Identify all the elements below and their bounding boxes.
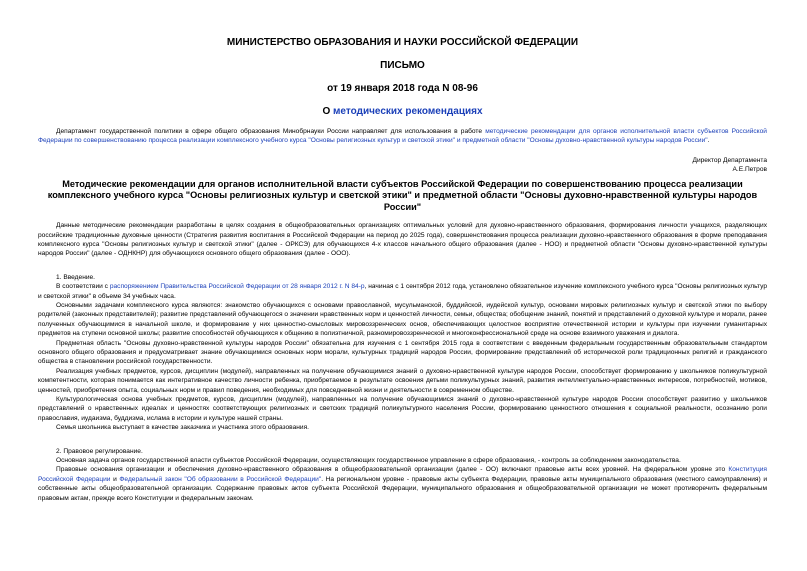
section-1-paragraph: Семья школьника выступает в качестве заказчика и участника этого образования. xyxy=(56,424,309,432)
section-1-paragraph: Реализация учебных предметов, курсов, дисциплин (модулей), направленных на получение обучающимися знаний о духовно-нравственной культуре народов России, способствует формированию у школьников поликультурной компетентности, которая понимается как интегративное качество личности ребенка, приобретаемое в результате освоения детьми поликультурных знаний, развития интеллектуально-нравственных интересов, потребностей, мотивов, ценностей, приобретения опыта, социальных норм и правил поведения, необходимых для повседневной жизни и деятельности в современном обществе. xyxy=(38,367,767,394)
s2p2-text-end: . На региональном уровне - правовые акты субъекта Федерации, правовые акты муниципального образования (местного самоуправления) и собственные акты общеобразовательной организации. Содержание правовых актов субъекта Российской Федерации, муниципального образования и общеобразовательной организации не может противоречить федеральным правовым актам, прежде всего Конституции и федеральным законам. xyxy=(38,475,767,502)
general-paragraph: Данные методические рекомендации разработаны в целях создания в общеобразовательных организациях оптимальных условий для духовно-нравственного образования, формирования личности учащихся, разделяющих российские традиционные духовные ценности (Стратегия развития воспитания в Российской Федерации на период до 2025 года), совершенствования процесса реализации духовно-нравственного образования в форме преподавания комплексного курса "Основы религиозных культур и светской этики" (далее - ОРКСЭ) для обучающихся 4-х классов начального общего образования (далее - НОО) и предметной области "Основы духовно-нравственной культуры народов России" (далее - ОДНКНР) для обучающихся основного общего образования (далее - ООО). xyxy=(38,222,767,258)
section-1-heading: 1. Введение. xyxy=(56,273,96,281)
section-2-heading: 2. Правовое регулирование. xyxy=(56,447,143,455)
s1p1-text-end: , начиная с 1 сентября 2012 года, установлено обязательное изучение комплексного учебного курса "Основы религиозных культур и светской этики" в объеме 34 учебных часа. xyxy=(38,283,768,300)
section-1-paragraph: Предметная область "Основы духовно-нравственной культуры народов России" обязательна для изучения с 1 сентября 2015 года в соответствии с введенным федеральным государственным образовательным стандартом основного общего образования и предусматривает знание обучающимися основных норм морали, культурных традиций народов России, формирование представлений об исторической роли традиционных религий и гражданского общества в становлении российской государственности. xyxy=(38,339,767,366)
s2p2-text: Правовые основания организации и обеспечения духовно-нравственного образования в общеобразовательной организации (далее - ОО) включают правовые акты всех уровней. На федеральном уровне это xyxy=(56,466,729,474)
subject-prefix: О xyxy=(322,106,334,117)
section-1-paragraph xyxy=(38,282,767,301)
intro-text: Департамент государственной политики в сфере общего образования Минобрнауки России направляет для использования в работе xyxy=(56,128,486,135)
government-order-link[interactable]: распоряжением Правительства Российской Федерации от 28 января 2012 г. N 84-р xyxy=(109,283,365,291)
signature-name: А.Е.Петров xyxy=(732,166,767,174)
recommendations-link[interactable]: методические рекомендации для органов исполнительной власти субъектов Российской Федерации по совершенствованию процесса реализации комплексного учебного курса "Основы религиозных культур и светской этики" и предметной области "Основы духовно-нравственной культуры народов России" xyxy=(38,128,767,145)
section-2-paragraph xyxy=(38,465,767,503)
document-date-number: от 19 января 2018 года N 08-96 xyxy=(327,83,478,94)
intro-paragraph xyxy=(38,127,767,146)
section-1-paragraph: Основными задачами комплексного курса являются: знакомство обучающихся с основами православной, мусульманской, буддийской, иудейской культур, основами мировых религиозных культур и светской этики по выбору родителей (законных представителей); развитие представлений обучающегося о значении нравственных норм и ценностей личности, семьи, общества; обобщение знаний, понятий и представлений о духовной культуре и морали, ранее полученных обучающимися в начальной школе, и формирование у них ценностно-смысловых мировоззренческих основ, обеспечивающих целостное восприятие отечественной истории и культуры при изучении гуманитарных предметов на ступени основной школы; развитие способностей обучающихся к общению в полиэтничной, разномировоззренческой и многоконфессиональной среде на основе взаимного уважения и диалога. xyxy=(38,301,767,338)
constitution-link[interactable]: Конституция Российской Федерации xyxy=(38,466,767,483)
section-1-paragraph: Культурологическая основа учебных предметов, курсов, дисциплин (модулей), направленных на получение обучающимися знаний о духовно-нравственной культуре народов России способствует развитию у школьников представлений о нравственных идеалах и ценностях соответствующих религиозных и светских традиций поликультурного населения России, формированию ценностного отношения к социальной реальности, осознанию роли православия, иудаизма, буддизма, ислама в истории и культуре нашей страны. xyxy=(38,396,767,422)
s2p2-text-and: и xyxy=(110,475,120,483)
signature-position: Директор Департамента xyxy=(692,156,767,164)
education-law-link[interactable]: Федеральный закон "Об образовании в Российской Федерации" xyxy=(119,475,322,483)
s1p1-text: В соответствии с xyxy=(56,283,110,291)
section-2-paragraph: Основная задача органов государственной власти субъектов Российской Федерации, осуществляющих государственное управление в сфере образования, - контроль за соблюдением законодательства. xyxy=(56,457,681,465)
subject-link[interactable]: методических рекомендациях xyxy=(333,106,483,117)
ministry-heading: МИНИСТЕРСТВО ОБРАЗОВАНИЯ И НАУКИ РОССИЙСКОЙ ФЕДЕРАЦИИ xyxy=(226,37,579,48)
recommendations-title: Методические рекомендации для органов исполнительной власти субъектов Российской Федерации по совершенствованию процесса реализации комплексного учебного курса "Основы религиозных культур и светской этики" и предметной области "Основы духовно-нравственной культуры народов России" xyxy=(47,178,758,212)
document-subject xyxy=(38,106,767,117)
intro-text-end: . xyxy=(707,137,710,145)
document-type: ПИСЬМО xyxy=(380,60,425,71)
